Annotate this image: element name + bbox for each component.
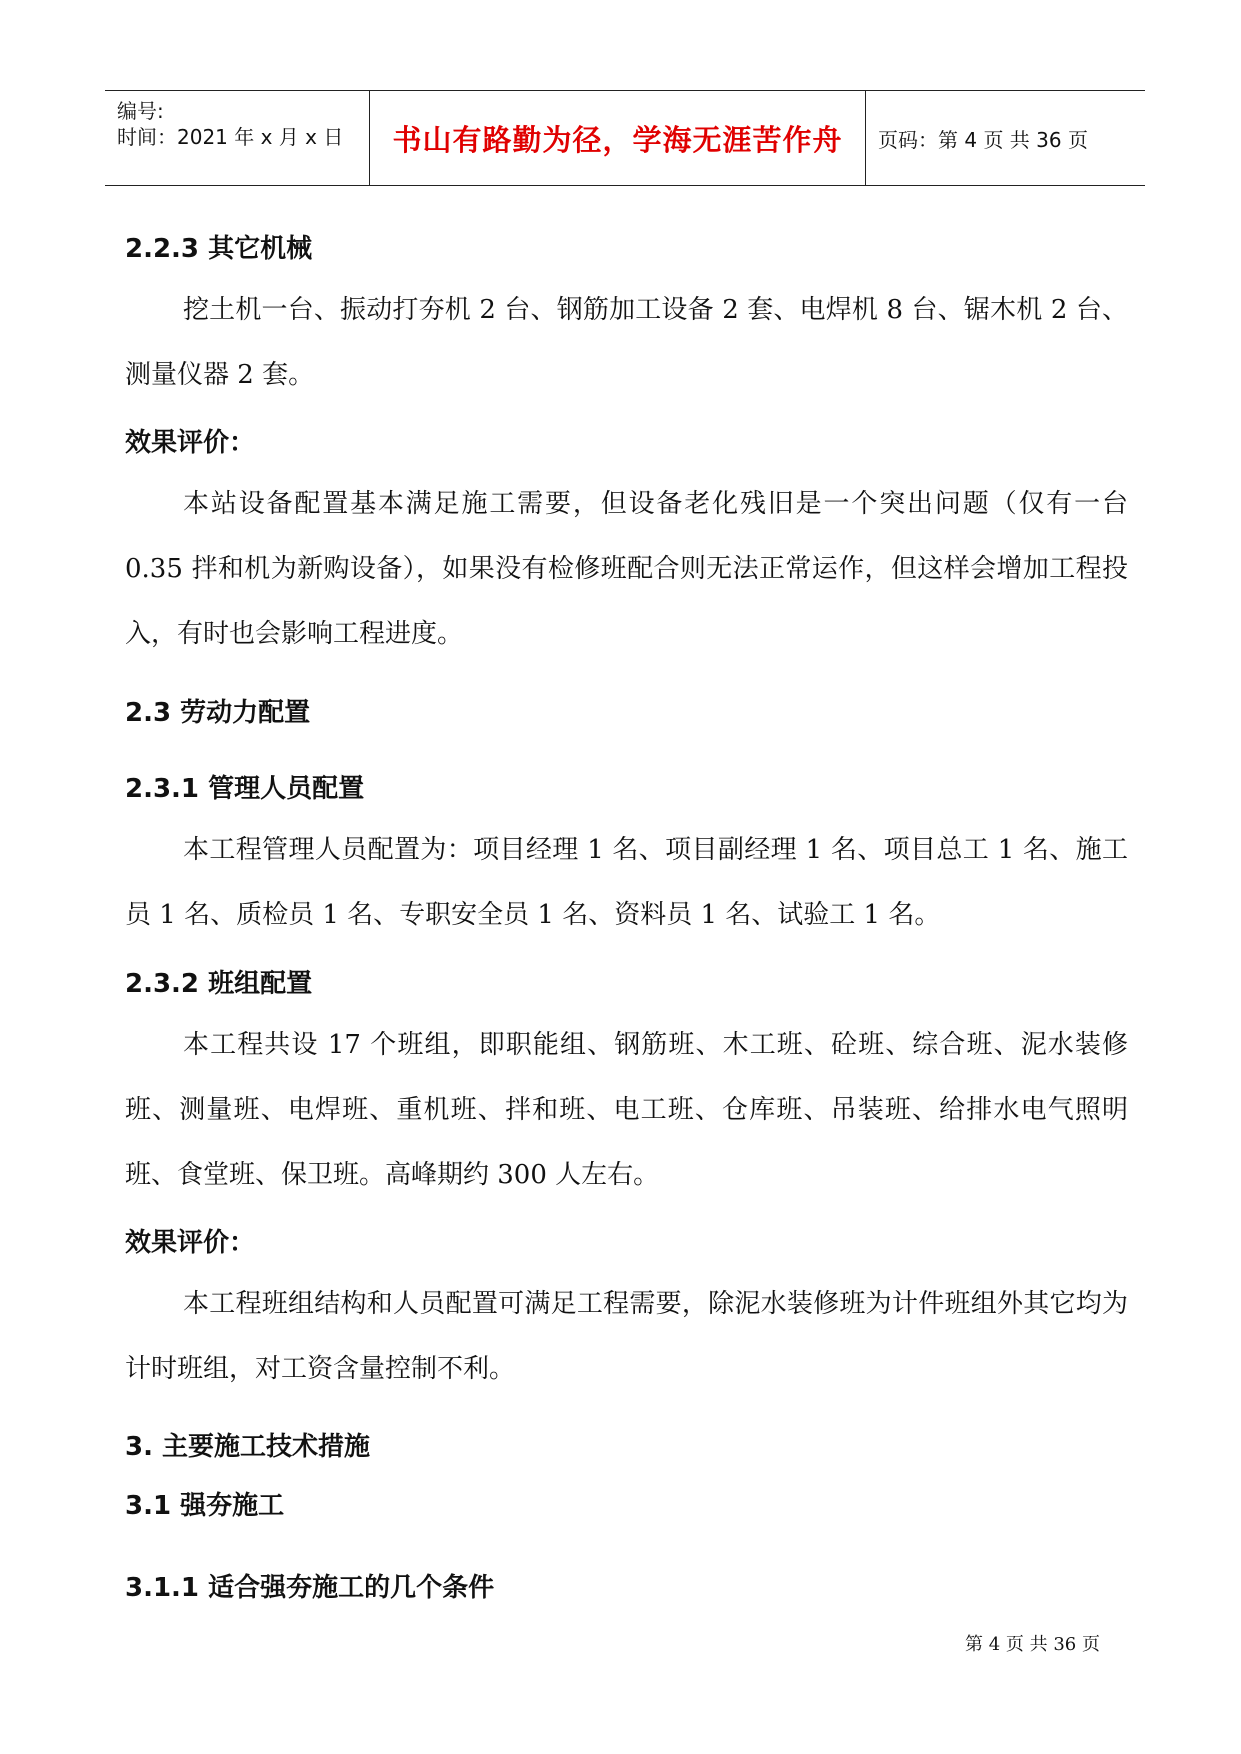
motto-text: 书山有路勤为径，学海无涯苦作舟 (392, 122, 843, 157)
header-motto-cell (370, 91, 866, 185)
evaluation-label-1: 效果评价： (125, 428, 256, 458)
time-label: 时间：2021 年 x 月 x 日 (117, 125, 344, 149)
paragraph-other-machinery: 挖土机一台、振动打夯机 2 台、钢筋加工设备 2 套、电焊机 8 台、锯木机 2 台、测量仪器 2 套。 (125, 295, 1128, 390)
heading-2-3-2: 2.3.2 班组配置 (125, 969, 313, 999)
heading-2-3: 2.3 劳动力配置 (125, 698, 311, 728)
paragraph-evaluation-2: 本工程班组结构和人员配置可满足工程需要，除泥水装修班为计件班组外其它均为计时班组，对工资含量控制不利。 (125, 1289, 1128, 1384)
paragraph-management-staff: 本工程管理人员配置为：项目经理 1 名、项目副经理 1 名、项目总工 1 名、施工员 1 名、质检员 1 名、专职安全员 1 名、资料员 1 名、试验工 1 名。 (125, 835, 1128, 930)
page-header (105, 90, 1145, 186)
heading-2-2-3: 2.2.3 其它机械 (125, 234, 313, 264)
heading-3: 3. 主要施工技术措施 (125, 1432, 371, 1462)
paragraph-team-config: 本工程共设 17 个班组，即职能组、钢筋班、木工班、砼班、综合班、泥水装修班、测量班、电焊班、重机班、拌和班、电工班、仓库班、吊装班、给排水电气照明班、食堂班、保卫班。高峰期约 300 人左右。 (125, 1030, 1128, 1190)
header-page-cell (866, 91, 1145, 185)
heading-3-1-1: 3.1.1 适合强夯施工的几个条件 (125, 1573, 495, 1603)
page-footer-number: 第 4 页 共 36 页 (965, 1634, 1100, 1655)
code-label: 编号: (117, 99, 164, 123)
evaluation-label-2: 效果评价： (125, 1228, 256, 1258)
header-page-info: 页码：第 4 页 共 36 页 (878, 127, 1088, 152)
header-left-cell (105, 91, 370, 185)
paragraph-evaluation-1: 本站设备配置基本满足施工需要，但设备老化残旧是一个突出问题（仅有一台 0.35 拌和机为新购设备），如果没有检修班配合则无法正常运作，但这样会增加工程投入，有时也会影响工程进度。 (125, 489, 1128, 649)
heading-2-3-1: 2.3.1 管理人员配置 (125, 774, 365, 804)
heading-3-1: 3.1 强夯施工 (125, 1491, 285, 1521)
